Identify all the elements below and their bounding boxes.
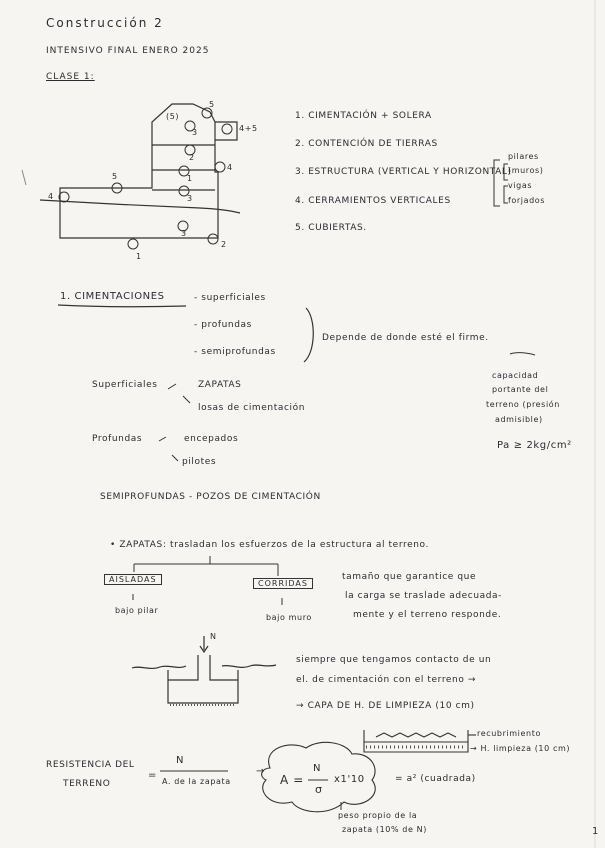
tamano-note: mente y el terreno responde. — [353, 610, 502, 620]
list-item: 1. CIMENTACIÓN + SOLERA — [295, 111, 432, 121]
fraction-numerator: N — [176, 755, 185, 766]
capacidad-note: portante del — [492, 385, 549, 394]
diagram-label: (5) — [166, 112, 180, 121]
peso-note: peso propio de la — [338, 811, 418, 820]
h-limpieza-label: → H. limpieza (10 cm) — [470, 744, 571, 753]
list-item: 5. CUBIERTAS. — [295, 223, 367, 233]
diagram-label: 4 — [48, 192, 54, 201]
zapatas-intro: • ZAPATAS: trasladan los esfuerzos de la estructura al terreno. — [110, 540, 429, 550]
foundation-type: - profundas — [194, 320, 252, 330]
diagram-label: 3 — [187, 194, 193, 203]
foundation-type: - semiprofundas — [194, 347, 276, 357]
capacidad-note: admisible) — [495, 415, 543, 424]
equals-sign: = — [148, 770, 157, 781]
capa-note: → CAPA DE H. DE LIMPIEZA (10 cm) — [296, 701, 475, 711]
contacto-note: el. de cimentación con el terreno → — [296, 675, 477, 685]
bracket-item: (muros) — [508, 166, 544, 175]
diagram-label: 1 — [187, 174, 193, 183]
diagram-label: 4+5 — [239, 124, 258, 133]
superficiales-label: Superficiales — [92, 380, 158, 390]
diagram-label: 5 — [112, 172, 118, 181]
factor-label: x1'10 — [334, 774, 365, 785]
foundation-type: - superficiales — [194, 293, 266, 303]
superficiales-item: losas de cimentación — [198, 403, 306, 413]
recubrimiento-label: recubrimiento — [477, 729, 541, 738]
pressure-formula: Pa ≥ 2kg/cm² — [497, 440, 572, 451]
capacidad-note: terreno (presión — [486, 400, 560, 409]
list-item: 4. CERRAMIENTOS VERTICALES — [295, 196, 451, 206]
corridas-box: CORRIDAS — [253, 578, 313, 589]
profundas-item: encepados — [184, 434, 239, 444]
a-squared-note: = a² (cuadrada) — [395, 774, 476, 784]
bracket-item: forjados — [508, 196, 546, 205]
peso-note: zapata (10% de N) — [342, 825, 427, 834]
superficiales-item: ZAPATAS — [198, 380, 242, 390]
bracket-item: vigas — [508, 181, 533, 190]
list-item: 2. CONTENCIÓN DE TIERRAS — [295, 139, 438, 149]
aisladas-box: AISLADAS — [104, 574, 162, 585]
list-item: 3. ESTRUCTURA (VERTICAL Y HORIZONTAL) — [295, 167, 512, 177]
bajo-muro-label: bajo muro — [266, 613, 312, 622]
profundas-label: Profundas — [92, 434, 143, 444]
tamano-note: tamaño que garantice que — [342, 572, 477, 582]
fraction-denominator: A. de la zapata — [162, 777, 231, 786]
class-label: CLASE 1: — [46, 72, 95, 82]
page-subtitle: INTENSIVO FINAL ENERO 2025 — [46, 46, 210, 56]
formula-arrow: → — [256, 766, 265, 777]
cloud-denominator: σ — [315, 783, 323, 796]
diagram-label: 3 — [192, 128, 198, 137]
resistencia-label: TERRENO — [63, 779, 111, 789]
bracket-item: pilares — [508, 152, 539, 161]
diagram-label: 3 — [181, 229, 187, 238]
resistencia-label: RESISTENCIA DEL — [46, 760, 135, 770]
area-equals: A = — [280, 773, 304, 787]
page-number: 1 — [592, 826, 599, 837]
load-n-label: N — [210, 632, 217, 641]
section-heading: 1. CIMENTACIONES — [60, 291, 165, 302]
diagram-label: 2 — [189, 153, 195, 162]
diagram-label: 5 — [209, 100, 215, 109]
page-title: Construcción 2 — [46, 16, 164, 30]
contacto-note: siempre que tengamos contacto de un — [296, 655, 492, 665]
capacidad-note: capacidad — [492, 371, 539, 380]
cloud-numerator: N — [313, 763, 322, 774]
diagram-label: 1 — [136, 252, 142, 261]
tamano-note: la carga se traslade adecuada- — [345, 591, 503, 601]
depende-note: Depende de donde esté el firme. — [322, 333, 489, 343]
semiprofundas-line: SEMIPROFUNDAS - POZOS DE CIMENTACIÓN — [100, 492, 321, 502]
profundas-item: pilotes — [182, 457, 217, 467]
diagram-label: 2 — [221, 240, 227, 249]
bajo-pilar-label: bajo pilar — [115, 606, 159, 615]
diagram-label: 4 — [227, 163, 233, 172]
